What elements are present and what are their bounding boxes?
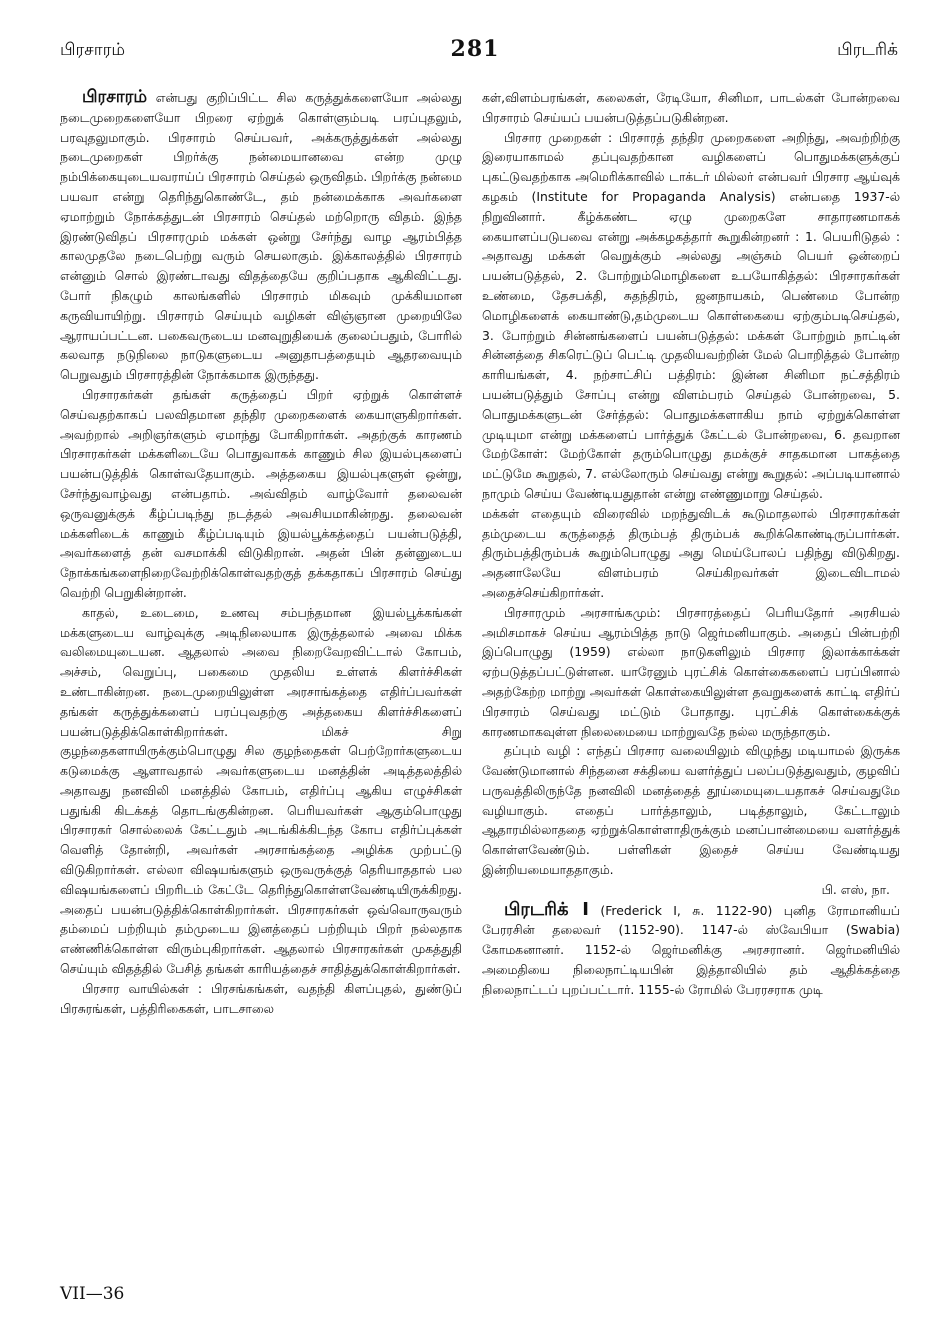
paragraph-channels: பிரசார வாயில்கள் : பிரசங்கங்கள், வதந்தி கிளப்புதல், துண்டுப் பிரசுரங்கள், பத்திரிகைகள், பாடசாலை (60, 980, 462, 1016)
left-column (60, 88, 462, 1018)
paragraph-instincts: காதல், உடைமை, உணவு சம்பந்தமான இயல்பூக்கங்கள் மக்களுடைய வாழ்வுக்கு அடிநிலையாக இருத்தலால் அவை மிக்க வலிமையுடையன. ஆதலால் அவை நிறைவேறவிட்டால் கோபம், அச்சம், வெறுப்பு, பகைமை முதலிய உள்ளக் கிளர்ச்சிகள் உண்டாகின்றன. நடைமுறையிலுள்ள அரசாங்கத்தை எதிர்ப்பவர்கள் தங்கள் கருத்துக்களைப் பரப்புவதற்கு அத்தகைய கிளர்ச்சிகளைப் பயன்படுத்திக்கொள்கிறார்கள். மிகச் சிறு குழந்தைகளாயிருக்கும்பொழுது சில குழந்தைகள் பெற்றோர்களுடைய கடுமைக்கு ஆளாவதால் அவர்களுடைய மனத்தின் அடித்தலத்தில் அதாவது நனவிலி மனத்தில் கோபம், எதிர்ப்பு ஆகிய எழுச்சிகள் பதுங்கி கிடக்கத் தொடங்குகின்றன. பெரியவர்கள் ஆகும்பொழுது பிரசாரகர் சொல்லைக் கேட்டதும் அடங்கிக்கிடந்த கோப எதிர்ப்புக்கள் வெளித் தோன்றி, அவர்கள் அரசாங்கத்தை அழிக்க முற்பட்டு விடுகிறார்கள். எல்லா விஷயங்களும் ஒருவருக்குத் தெரியாததால் பல விஷயங்களைப் பிறரிடம் கேட்டே தெரிந்துகொள்ளவேண்டியிருக்கிறது. அதைப் பயன்படுத்திக்கொள்கிறார்கள். பிரசாரகர்கள் ஒவ்வொருவரும் தம்மைப் பற்றியும் தம்முடைய இனத்தைப் பற்றியும் பிறர் நல்லதாக எண்ணிக்கொள்ள விரும்புகிறார்கள். ஆதலால் பிரசாரகர்கள் முகத்துதி செய்யும் விதத்தில் பேசித் தங்கள் காரியத்தைச் சாதித்துக்கொள்கிறார்கள். (60, 604, 462, 977)
paragraph-government: பிரசாரமும் அரசாங்கமும்: பிரசாரத்தைப் பெரியதோர் அரசியல் அமிசமாகச் செய்ய ஆரம்பித்த நாடு ஜெர்மனியாகும். அதைப் பின்பற்றி இப்பொழுது (1959) எல்லா நாடுகளிலும் பிரசார இலாக்காக்கள் ஏற்படுத்தப்பட்டுள்ளன. யாரேனும் புரட்சிக் கொள்கைகளைப் பரப்பினால் அதற்கேற்ற மாற்று அவர்கள் கொள்கையிலுள்ள தவறுகளைக் காட்டி எதிர்ப் பிரசாரம் செய்வது மட்டும் போதாது. புரட்சிக் கொள்கைக்குக் காரணமாகவுள்ள நிலைமையை மாற்றுவதே நல்ல மருந்தாகும். (482, 604, 900, 739)
paragraph-techniques: பிரசார முறைகள் : பிரசாரத் தந்திர முறைகளை அறிந்து, அவற்றிற்கு இரையாகாமல் தப்புவதற்கான வழிகளைப் பொதுமக்களுக்குப் புகட்டுவதற்காக அமெரிக்காவில் டாக்டர் மில்லர் என்பவர் பிரசார ஆய்வுக் கழகம் (Institute for Propaganda Analysis) என்பதை 1937-ல் நிறுவினார். கீழ்க்கண்ட ஏழு முறைகளே சாதாரணமாகக் கையாளப்படுபவை என்று அக்கழகத்தார் கூறுகின்றனர் : 1. பெயரிடுதல் : அதாவது மக்கள் வெறுக்கும் அல்லது அஞ்சும் பெயர் ஒன்றைப் பயன்படுத்தல், 2. போற்றும்மொழிகளை உபயோகித்தல்: பிரசாரகர்கள் உண்மை, தேசபக்தி, சுதந்திரம், ஜனநாயகம், பெண்மை போன்ற மொழிகளைக் கையாண்டு,தம்முடைய கொள்கையை ஏற்கும்படிசெய்தல், 3. போற்றும் சின்னங்களைப் பயன்படுத்தல்: மக்கள் போற்றும் நாட்டின் சின்னத்தை சிகரெட்டுப் பெட்டி முதலியவற்றின் மேல் பொறித்தல் போன்ற காரியங்கள், 4. நற்சாட்சிப் பத்திரம்: இன்ன சினிமா நட்சத்திரம் பயன்படுத்தும் சோப்பு என்று விளம்பரம் செய்தல் போன்றவை, 5. பொதுமக்களுடன் சேர்த்தல்: பொதுமக்களாகிய நாம் ஏற்றுக்கொள்ள முடியுமா என்று மக்களைப் பார்த்துக் கேட்டல் போன்றவை, 6. தவறான மேற்கோள்: மேற்கோள் தரும்பொழுது தமக்குச் சாதகமான பாகத்தை மட்டுமே கூறுதல், 7. எல்லோரும் செய்வது என்று கூறுதல்: அப்படியானால் நாமும் செய்ய வேண்டியதுதான் என்று எண்ணுமாறு செய்தல். (482, 129, 900, 501)
running-head-left: பிரசாரம் (60, 40, 126, 60)
volume-page-marker: VII—36 (60, 1284, 125, 1304)
paragraph-methods: பிரசாரகர்கள் தங்கள் கருத்தைப் பிறர் ஏற்றுக் கொள்ளச் செய்வதற்காகப் பலவிதமான தந்திர முறைகளைக் கையாளுகிறார்கள். அவற்றால் அறிஞர்களும் ஏமாந்து போகிறார்கள். அதற்குக் காரணம் பிரசாரகர்கள் மக்களிடையே பொதுவாகக் காணும் சில இயல்புகளைப் பயன்படுத்திக் கொள்வதேயாகும். அத்தகைய இயல்புகளுள் ஒன்று, சேர்ந்துவாழ்வது என்பதாம். அவ்விதம் வாழ்வோர் தலைவன் ஒருவனுக்குக் கீழ்ப்படிந்து நடத்தல் அவசியமாகின்றது. தலைவன் மக்களிடைக் காணும் கீழ்ப்படியும் இயல்பூக்கத்தைப் பயன்படுத்தி, அவர்களைத் தன் வசமாக்கி விடுகிறான். அதன் பின் தன்னுடைய நோக்கங்களைநிறைவேற்றிக்கொள்வதற்குத் தக்கதாகப் பிரசாரம் செய்து வெற்றி பெறுகின்றான். (60, 386, 462, 600)
paragraph-text: (Frederick I, சு. 1122-90) புனித ரோமானியப் பேரரசின் தலைவர் (1152-90). 1147-ல் ஸ்வேபியா (Swabia) கோமகனானர். 1152-ல் ஜெர்மனிக்கு அரசரானர். ஜெர்மனியில் அமைதியை நிலைநாட்டியபின் இத்தாலியில் தம் ஆதிக்கத்தை நிலைநாட்டப் புறப்பட்டார். 1155-ல் ரோமில் பேரரசராக முடி (482, 902, 900, 997)
paragraph-repetition: மக்கள் எதையும் விரைவில் மறந்துவிடக் கூடுமாதலால் பிரசாரகர்கள் தம்முடைய கருத்தைத் திரும்பத் திரும்பக் கூறிக்கொண்டிருப்பார்கள். திரும்பத்திரும்பக் கூறும்பொழுது அது மெய்போலப் பதிந்து விடுகிறது. அதனாலேயே விளம்பரம் செய்கிறவர்கள் இடைவிடாமல் அதைச்செய்கிறார்கள். (482, 505, 900, 600)
running-head-right: பிரடரிக் (837, 40, 898, 60)
author-signature: பி. எஸ், நா. (821, 881, 890, 897)
page-number: 281 (450, 36, 500, 62)
paragraph-intro (60, 88, 462, 385)
paragraph-channels-cont: கள்,விளம்பரங்கள், கலைகள், ரேடியோ, சினிமா, பாடல்கள் போன்றவை பிரசாரம் செய்யப் பயன்படுத்தப்படுகின்றன. (482, 90, 900, 125)
paragraph-escape (482, 741, 900, 899)
entry-headword-prasaram: பிரசாரம் (82, 87, 148, 107)
paragraph-text: தப்பும் வழி : எந்தப் பிரசார வலையிலும் விழுந்து மடியாமல் இருக்க வேண்டுமானால் சிந்தனை சக்தியை வளர்த்துப் பலப்படுத்துவதும், குழவிப் பருவத்திலிருந்தே நனவிலி மனத்தைத் தூய்மையுடையதாகச் செய்வதுமே வழியாகும். எதைப் பார்த்தாலும், படித்தாலும், கேட்டாலும் ஆதாரமில்லாததை ஏற்றுக்கொள்ளாதிருக்கும் மனப்பான்மையை வளர்த்துக் கொள்ளவேண்டும். பள்ளிகள் இதைச் செய்ய வேண்டியது இன்றியமையாததாகும். (482, 743, 900, 878)
paragraph-text: என்பது குறிப்பிட்ட சில கருத்துக்களையோ அல்லது நடைமுறைகளையோ பிறரை ஏற்றுக் கொள்ளும்படி பரப்புதலும், பரவுதலுமாகும். பிரசாரம் செய்பவர், அக்கருத்துக்கள் அல்லது நடைமுறைகள் பிறர்க்கு நன்மையானவை என்ற முழு நம்பிக்கையுடையவராய்ப் பிரசாரம் செய்தல் ஒருவிதம். பிறர்க்கு நன்மை பயவா என்று தெரிந்துகொண்டே, தம் நன்மைக்காக அவர்களை ஏமாற்றும் நோக்கத்துடன் பிரசாரம் செய்தல் மற்றொரு விதம். இந்த இரண்டுவிதப் பிரசாரமும் மக்கள் ஒன்று சேர்ந்து வாழ ஆரம்பித்த காலமுதலே நடைபெற்று வரும் செயலாகும். இக்காலத்தில் பிரசாரம் என்னும் சொல் இரண்டாவது விதத்தையே குறிப்பதாக ஆகிவிட்டது. போர் நிகழும் காலங்களில் பிரசாரம் மிகவும் முக்கியமான கருவியாயிற்று. பிரசாரம் செய்யும் வழிகள் விஞ்ஞான முறையிலே ஆராயப்பட்டன. பகைவருடைய மனவுறுதியைக் குலைப்பதும், போரில் கலவாத நடுநிலை நாடுகளுடைய அனுதாபத்தையும் ஆதரவையும் பெறுவதும் பிரசாரத்தின் நோக்கமாக இருந்தது. (60, 90, 462, 383)
right-column (482, 88, 900, 1000)
paragraph-frederick (482, 900, 900, 1000)
entry-headword-frederick: பிரடரிக் I (504, 898, 589, 920)
